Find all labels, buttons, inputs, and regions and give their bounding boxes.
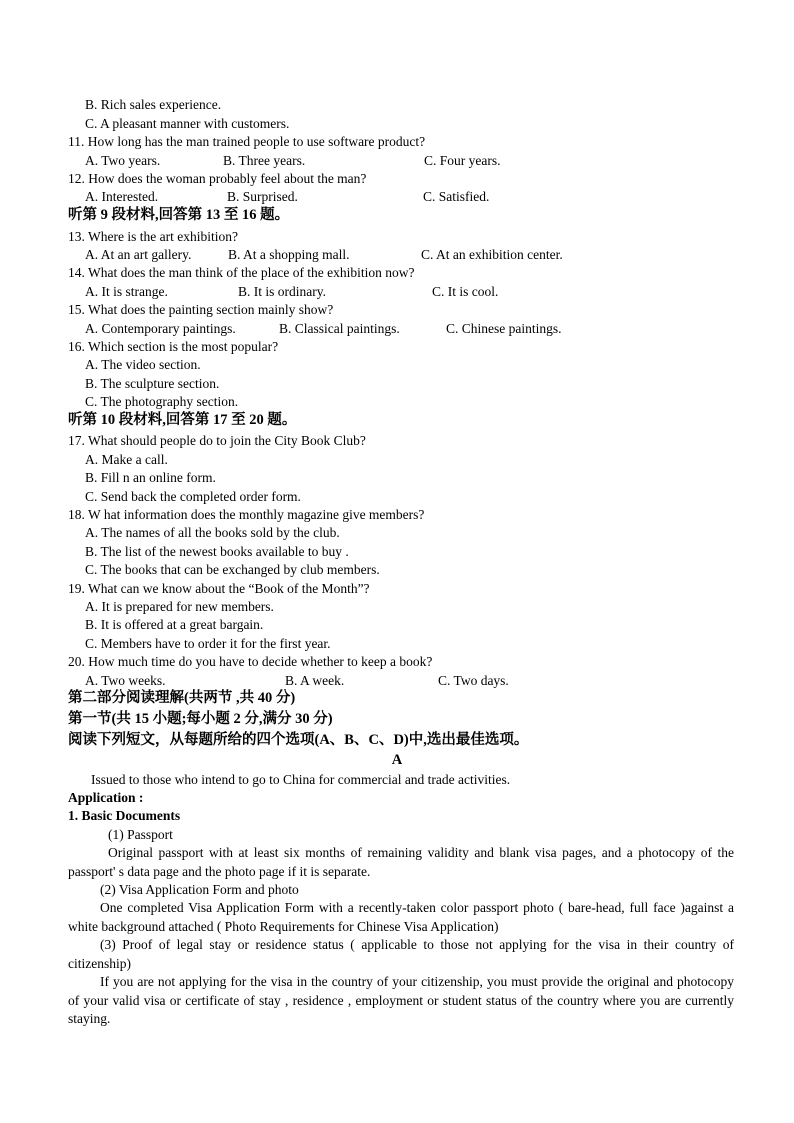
residence-proof-heading: (3) Proof of legal stay or residence status ( applicable to those not applying for the visa in their country of citizenship) bbox=[68, 937, 734, 971]
reading-instruction: 阅读下列短文，从每题所给的四个选项(A、B、C、D)中,选出最佳选项。 bbox=[68, 732, 529, 748]
q16-option-c: C. The photography section. bbox=[85, 394, 239, 409]
application-label: Application : bbox=[68, 790, 144, 805]
q19-option-b: B. It is offered at a great bargain. bbox=[85, 617, 264, 632]
q12-option-c: C. Satisfied. bbox=[423, 189, 490, 204]
q17-option-a: A. Make a call. bbox=[85, 452, 168, 467]
q11-option-a: A. Two years. bbox=[85, 153, 161, 168]
q19-option-c: C. Members have to order it for the first year. bbox=[85, 636, 331, 651]
q11-option-b: B. Three years. bbox=[223, 153, 306, 168]
question-18: 18. W hat information does the monthly magazine give members? bbox=[68, 507, 425, 522]
q10-option-b: B. Rich sales experience. bbox=[85, 97, 222, 112]
part-two-heading: 第二部分阅读理解(共两节 ,共 40 分) bbox=[68, 690, 296, 706]
q18-option-a: A. The names of all the books sold by the club. bbox=[85, 525, 340, 540]
q13-option-a: A. At an art gallery. bbox=[85, 247, 192, 262]
visa-form-body: One completed Visa Application Form with a recently-taken color passport photo ( bare-head, full face )against a white background attached ( Photo Requirements for Chinese Visa Application) bbox=[68, 900, 734, 934]
q18-option-c: C. The books that can be exchanged by club members. bbox=[85, 562, 380, 577]
question-17: 17. What should people do to join the City Book Club? bbox=[68, 433, 366, 448]
question-14: 14. What does the man think of the place of the exhibition now? bbox=[68, 265, 415, 280]
q15-option-b: B. Classical paintings. bbox=[279, 321, 400, 336]
q15-option-a: A. Contemporary paintings. bbox=[85, 321, 236, 336]
q20-option-b: B. A week. bbox=[285, 673, 345, 688]
q14-option-c: C. It is cool. bbox=[432, 284, 499, 299]
passport-body: Original passport with at least six months of remaining validity and blank visa pages, and a photocopy of the passport' s data page and the photo page if it is separate. bbox=[68, 845, 734, 879]
q17-option-c: C. Send back the completed order form. bbox=[85, 489, 301, 504]
passport-title: (1) Passport bbox=[108, 827, 173, 842]
q15-option-c: C. Chinese paintings. bbox=[446, 321, 562, 336]
q12-option-b: B. Surprised. bbox=[227, 189, 298, 204]
question-16: 16. Which section is the most popular? bbox=[68, 339, 279, 354]
section-9-heading: 听第 9 段材料,回答第 13 至 16 题。 bbox=[68, 207, 290, 223]
q20-option-c: C. Two days. bbox=[438, 673, 509, 688]
basic-documents-heading: 1. Basic Documents bbox=[68, 808, 181, 823]
question-13: 13. Where is the art exhibition? bbox=[68, 229, 238, 244]
q16-option-a: A. The video section. bbox=[85, 357, 201, 372]
section-10-heading: 听第 10 段材料,回答第 17 至 20 题。 bbox=[68, 412, 297, 428]
question-19: 19. What can we know about the “Book of the Month”? bbox=[68, 581, 370, 596]
q12-option-a: A. Interested. bbox=[85, 189, 159, 204]
q14-option-a: A. It is strange. bbox=[85, 284, 168, 299]
q13-option-b: B. At a shopping mall. bbox=[228, 247, 350, 262]
question-11: 11. How long has the man trained people to use software product? bbox=[68, 134, 426, 149]
q10-option-c: C. A pleasant manner with customers. bbox=[85, 116, 290, 131]
passage-intro: Issued to those who intend to go to China for commercial and trade activities. bbox=[91, 772, 511, 787]
q16-option-b: B. The sculpture section. bbox=[85, 376, 220, 391]
visa-form-title: (2) Visa Application Form and photo bbox=[100, 882, 299, 897]
passage-label: A bbox=[391, 752, 403, 768]
question-15: 15. What does the painting section mainly show? bbox=[68, 302, 334, 317]
q19-option-a: A. It is prepared for new members. bbox=[85, 599, 274, 614]
question-12: 12. How does the woman probably feel about the man? bbox=[68, 171, 367, 186]
q17-option-b: B. Fill n an online form. bbox=[85, 470, 216, 485]
section-one-heading: 第一节(共 15 小题;每小题 2 分,满分 30 分) bbox=[68, 711, 333, 727]
q20-option-a: A. Two weeks. bbox=[85, 673, 166, 688]
question-20: 20. How much time do you have to decide whether to keep a book? bbox=[68, 654, 433, 669]
q11-option-c: C. Four years. bbox=[424, 153, 501, 168]
q14-option-b: B. It is ordinary. bbox=[238, 284, 326, 299]
residence-proof-body: If you are not applying for the visa in the country of your citizenship, you must provide the original and photocopy of your valid visa or certificate of stay , residence , employment or student status of the country where you are currently staying. bbox=[68, 974, 734, 1026]
q18-option-b: B. The list of the newest books available to buy . bbox=[85, 544, 349, 559]
q13-option-c: C. At an exhibition center. bbox=[421, 247, 563, 262]
